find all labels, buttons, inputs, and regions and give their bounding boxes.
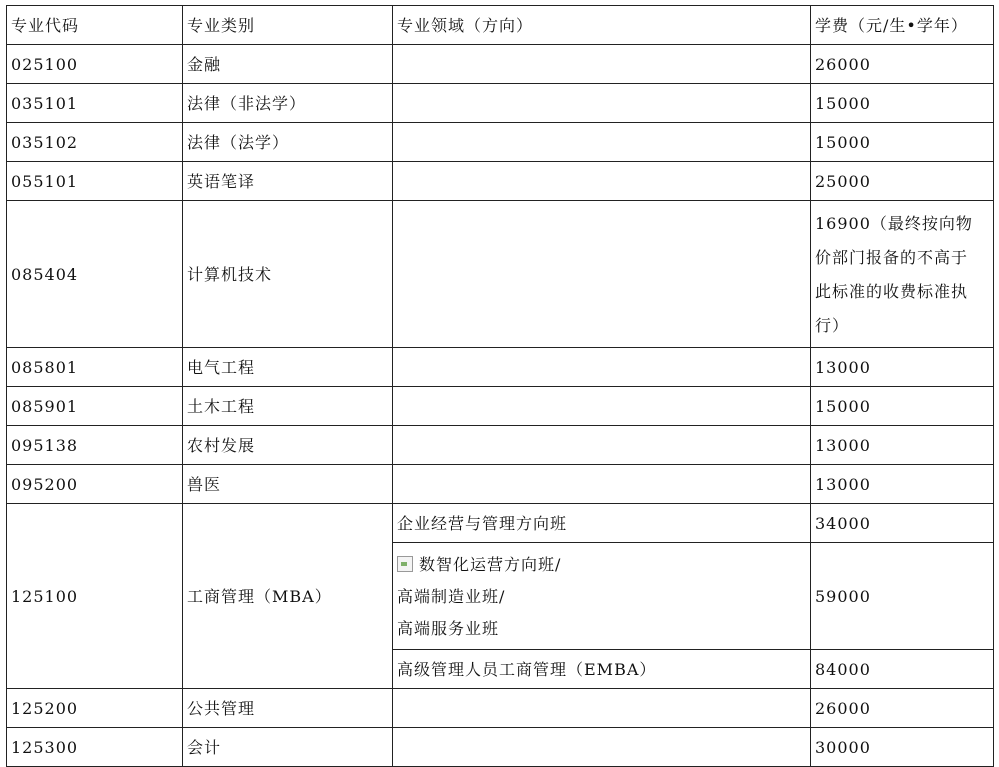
cell-code: 095200 <box>7 465 183 504</box>
fee-note-line: 行） <box>815 316 850 335</box>
table-row-mba <box>7 504 994 543</box>
cell-fee: 25000 <box>811 162 994 201</box>
cell-field <box>393 426 811 465</box>
tuition-table <box>6 5 994 767</box>
cell-category: 兽医 <box>183 465 393 504</box>
cell-category: 计算机技术 <box>183 201 393 348</box>
broken-image-icon <box>397 556 413 572</box>
cell-fee: 13000 <box>811 465 994 504</box>
table-row <box>7 84 994 123</box>
cell-code: 025100 <box>7 45 183 84</box>
cell-field <box>393 201 811 348</box>
cell-category: 土木工程 <box>183 387 393 426</box>
table-row <box>7 387 994 426</box>
field-line: 高端制造业班/ <box>397 587 506 606</box>
cell-code: 125200 <box>7 689 183 728</box>
cell-category: 法律（非法学） <box>183 84 393 123</box>
cell-field <box>393 728 811 767</box>
field-line: 高端服务业班 <box>397 619 500 638</box>
cell-field: 企业经营与管理方向班 <box>393 504 811 543</box>
cell-field <box>393 45 811 84</box>
cell-field: 高级管理人员工商管理（EMBA） <box>393 650 811 689</box>
cell-category: 法律（法学） <box>183 123 393 162</box>
cell-field <box>393 84 811 123</box>
cell-category: 公共管理 <box>183 689 393 728</box>
cell-field <box>393 162 811 201</box>
table-row <box>7 201 994 348</box>
cell-fee: 26000 <box>811 689 994 728</box>
cell-fee: 13000 <box>811 348 994 387</box>
cell-field <box>393 123 811 162</box>
cell-category: 英语笔译 <box>183 162 393 201</box>
table-header-row <box>7 6 994 45</box>
field-line-text: 数智化运营方向班/ <box>419 555 562 574</box>
cell-code: 035101 <box>7 84 183 123</box>
table-row <box>7 45 994 84</box>
cell-field <box>393 543 811 650</box>
cell-category: 金融 <box>183 45 393 84</box>
cell-code: 125300 <box>7 728 183 767</box>
cell-code: 125100 <box>7 504 183 689</box>
header-category: 专业类别 <box>183 6 393 45</box>
cell-code: 085901 <box>7 387 183 426</box>
field-line <box>397 549 806 581</box>
fee-note-line: 价部门报备的不高于 <box>815 248 969 267</box>
cell-category: 电气工程 <box>183 348 393 387</box>
cell-fee: 15000 <box>811 387 994 426</box>
cell-fee: 15000 <box>811 84 994 123</box>
fee-note-line: 16900（最终按向物 <box>815 214 973 233</box>
cell-fee: 34000 <box>811 504 994 543</box>
cell-field <box>393 348 811 387</box>
cell-code: 035102 <box>7 123 183 162</box>
header-field: 专业领域（方向） <box>393 6 811 45</box>
cell-fee <box>811 201 994 348</box>
table-row <box>7 348 994 387</box>
header-fee: 学费（元/生•学年） <box>811 6 994 45</box>
table-row <box>7 123 994 162</box>
table-row <box>7 465 994 504</box>
table-row <box>7 689 994 728</box>
cell-code: 055101 <box>7 162 183 201</box>
table-row <box>7 728 994 767</box>
fee-note-line: 此标准的收费标准执 <box>815 282 969 301</box>
cell-fee: 59000 <box>811 543 994 650</box>
cell-fee: 15000 <box>811 123 994 162</box>
cell-category: 农村发展 <box>183 426 393 465</box>
cell-fee: 13000 <box>811 426 994 465</box>
header-code: 专业代码 <box>7 6 183 45</box>
cell-code: 085801 <box>7 348 183 387</box>
cell-field <box>393 387 811 426</box>
cell-fee: 30000 <box>811 728 994 767</box>
cell-fee: 84000 <box>811 650 994 689</box>
cell-code: 085404 <box>7 201 183 348</box>
cell-field <box>393 465 811 504</box>
table-row <box>7 426 994 465</box>
cell-field <box>393 689 811 728</box>
cell-code: 095138 <box>7 426 183 465</box>
table-row <box>7 162 994 201</box>
cell-category: 工商管理（MBA） <box>183 504 393 689</box>
cell-fee: 26000 <box>811 45 994 84</box>
cell-category: 会计 <box>183 728 393 767</box>
